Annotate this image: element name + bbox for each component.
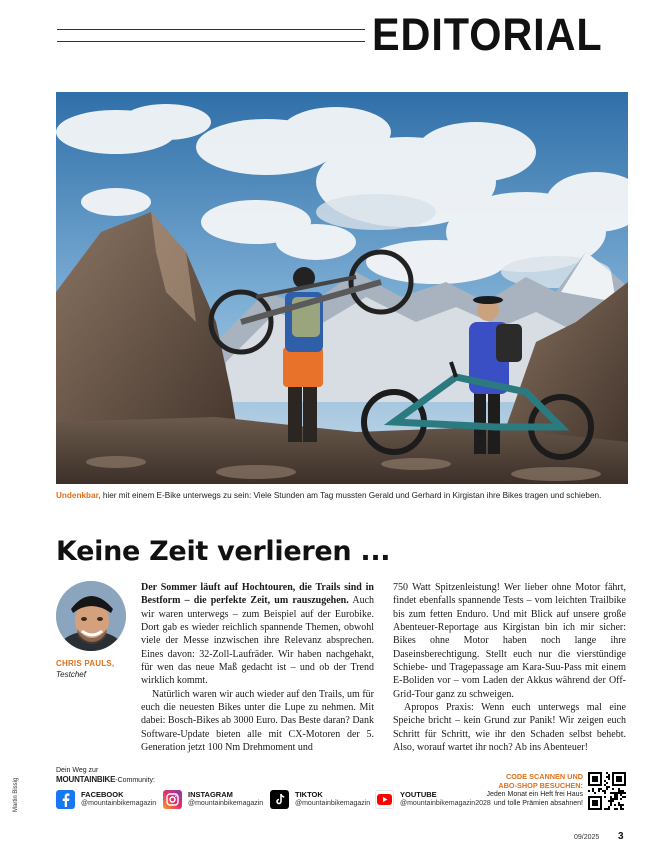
social-handle: @mountainbikemagazin	[295, 800, 371, 807]
caption-text: hier mit einem E-Bike unterwegs zu sein: Viele Stunden am Tag mussten Gerald und Gerhard in Kirgistan ihre Bikes tragen und schieben.	[100, 491, 602, 500]
social-network: INSTAGRAM	[188, 790, 233, 799]
page-number: 3	[618, 831, 624, 842]
photo-caption	[56, 490, 628, 501]
article-headline: Keine Zeit verlieren ...	[56, 536, 391, 567]
tiktok-icon	[270, 790, 289, 809]
social-handle: @mountainbikemagazin	[81, 800, 157, 807]
article-paragraph-3: Apropos Praxis: Wenn euch unterwegs mal eine Speiche bricht – kein Grund zur Panik! Wir zeigen euch Schritt für Schritt, wie ihr den Schaden selbst behebt. Also, worauf wartet ihr noch? Ab ins Abenteuer!	[393, 702, 626, 754]
instagram-icon	[163, 790, 182, 809]
header-rule-bottom	[57, 41, 365, 42]
hero-photo	[56, 92, 628, 484]
facebook-icon	[56, 790, 75, 809]
promo-line3: Jeden Monat ein Heft frei Haus	[486, 791, 583, 798]
caption-lead: Undenkbar,	[56, 491, 101, 500]
article-paragraph-2: Natürlich waren wir auch wieder auf den Trails, um für euch die neuesten Bikes unter die Lupe zu nehmen. Mit dabei: Bosch-Bikes ab 3000 Euro. Das Beste daran? Dank Software-Update bieten alle mit CX-Motoren der 5. Generation jetzt 100 Nm Drehmoment und	[141, 688, 374, 754]
article-column-1	[141, 581, 374, 754]
community-line1: Dein Weg zur	[56, 767, 99, 774]
abo-promo	[487, 772, 584, 808]
promo-line2: ABO-SHOP BESUCHEN:	[498, 781, 583, 790]
qr-code[interactable]	[588, 772, 626, 810]
author-portrait	[56, 581, 126, 651]
article-paragraph	[141, 581, 374, 688]
article-paragraph-2-cont: 750 Watt Spitzenleistung! Wer lieber ohne Motor fährt, findet ebenfalls spannende Tests – vom leichten Trailbike bis zum fetten Enduro. Und mit Blick auf unsere große Abenteuer-Reportage aus Kirgistan bin ich mir sicher: Bikes ohne Motor haben noch lange ihre Daseinsberechtigung. Stellt euch nur die vierstündige Schiebe- und Tragepassage am Kara-Suu-Pass mit einem E-Boliden vor – vom Laden der Akkus während der Off-Grid-Tour ganz zu schweigen.	[393, 582, 626, 700]
community-label	[56, 766, 155, 785]
community-brand: MOUNTAINBIKE	[56, 775, 116, 784]
author-role: Testchef	[56, 670, 86, 679]
social-handle: @mountainbikemagazin2028	[400, 800, 491, 807]
social-network: TIKTOK	[295, 790, 323, 799]
photo-credit: Martin Bissig	[13, 777, 19, 812]
article-column-2	[393, 581, 626, 754]
article-p1-rest: Auch wir waren unterwegs – zum Beispiel auf der Eurobike. Dort gab es wieder reichlich spannende Themen, obwohl viele der Messe inzwischen ihre Relevanz absprechen. Eines davon: 32-Zoll-Laufräder. Wir haben nachgehakt, für wen das neue Maß gedacht ist – und ob der Trend wirklich kommt.	[141, 595, 375, 687]
social-handle: @mountainbikemagazin	[188, 800, 264, 807]
promo-line4: und tolle Prämien absahnen!	[493, 800, 583, 807]
youtube-icon	[375, 790, 394, 809]
header-rule-top	[57, 29, 365, 30]
social-network: YOUTUBE	[400, 790, 437, 799]
issue-number: 09/2025	[574, 834, 600, 841]
promo-line1: CODE SCANNEN UND	[505, 772, 583, 781]
social-network: FACEBOOK	[81, 790, 124, 799]
section-title: EDITORIAL	[372, 9, 603, 60]
community-suffix: -Community:	[115, 777, 155, 784]
author-name: CHRIS PAULS,	[56, 659, 115, 668]
article-intro: Der Sommer läuft auf Hochtouren, die Trails sind in Bestform – die perfekte Zeit, um rauszugehen.	[141, 582, 374, 607]
